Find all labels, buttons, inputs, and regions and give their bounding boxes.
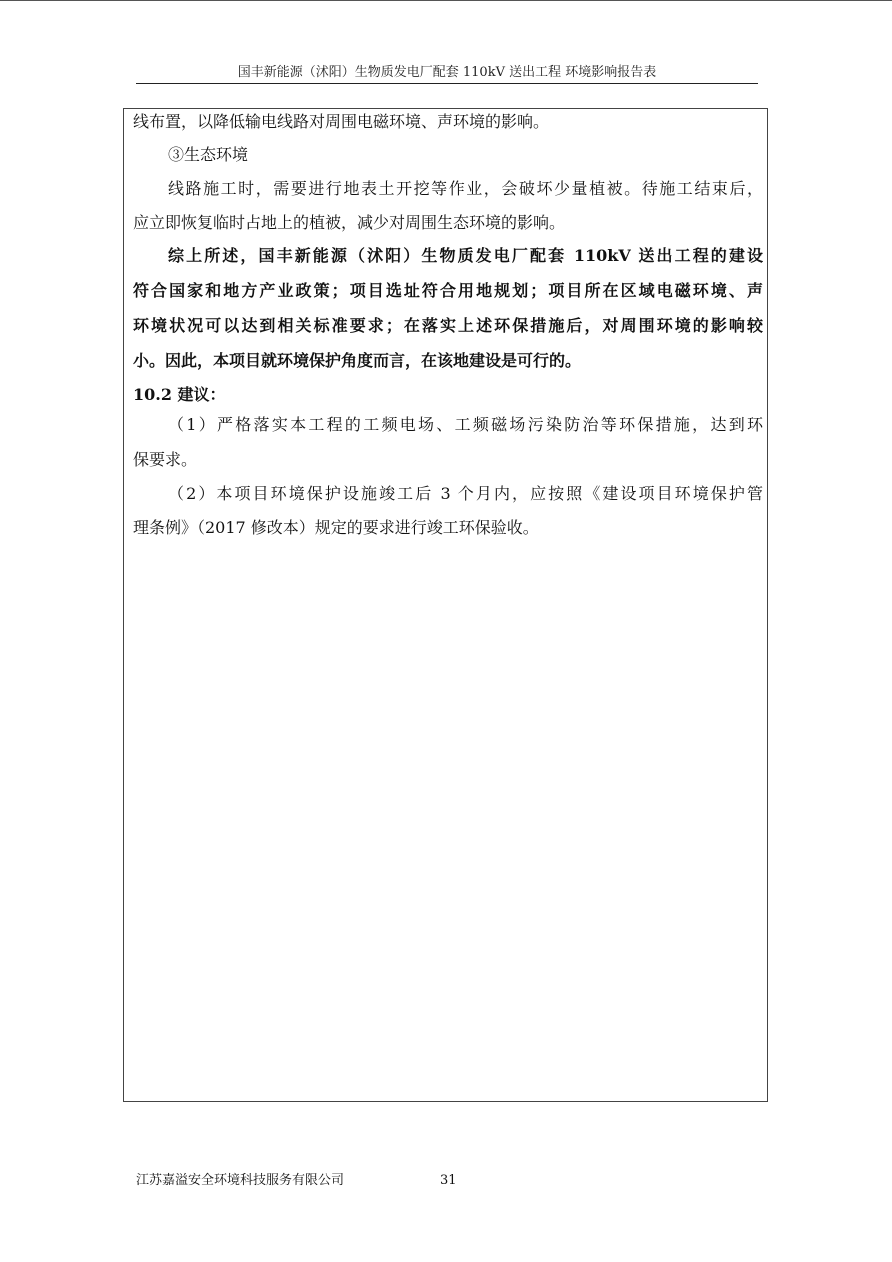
paragraph-line: 应立即恢复临时占地上的植被，减少对周围生态环境的影响。 <box>133 213 566 232</box>
page-number: 31 <box>440 1173 457 1188</box>
conclusion-line: 综上所述，国丰新能源（沭阳）生物质发电厂配套 110kV 送出工程的建设 <box>168 246 763 265</box>
header-rule <box>136 83 758 84</box>
report-header-title: 国丰新能源（沭阳）生物质发电厂配套 110kV 送出工程 环境影响报告表 <box>237 65 657 80</box>
suggestion-line: 保要求。 <box>133 450 198 469</box>
suggestion-line: （1）严格落实本工程的工频电场、工频磁场污染防治等环保措施，达到环 <box>168 415 763 434</box>
paragraph-line: 线布置，以降低输电线路对周围电磁环境、声环境的影响。 <box>133 112 550 131</box>
section-heading-suggestions: 10.2 建议： <box>133 385 226 404</box>
paragraph-line: 线路施工时，需要进行地表土开挖等作业，会破坏少量植被。待施工结束后， <box>168 179 763 198</box>
suggestion-line: （2）本项目环境保护设施竣工后 3 个月内，应按照《建设项目环境保护管 <box>168 484 763 503</box>
conclusion-line: 环境状况可以达到相关标准要求；在落实上述环保措施后，对周围环境的影响较 <box>133 316 763 335</box>
section-heading-ecology: ③生态环境 <box>168 145 249 164</box>
suggestion-line: 理条例》（2017 修改本）规定的要求进行竣工环保验收。 <box>133 518 539 537</box>
conclusion-line: 符合国家和地方产业政策；项目选址符合用地规划；项目所在区域电磁环境、声 <box>133 281 763 300</box>
page-top-border <box>0 0 892 1</box>
footer-company-name: 江苏嘉溢安全环境科技服务有限公司 <box>136 1173 345 1188</box>
conclusion-line: 小。因此，本项目就环境保护角度而言，在该地建设是可行的。 <box>133 351 582 370</box>
